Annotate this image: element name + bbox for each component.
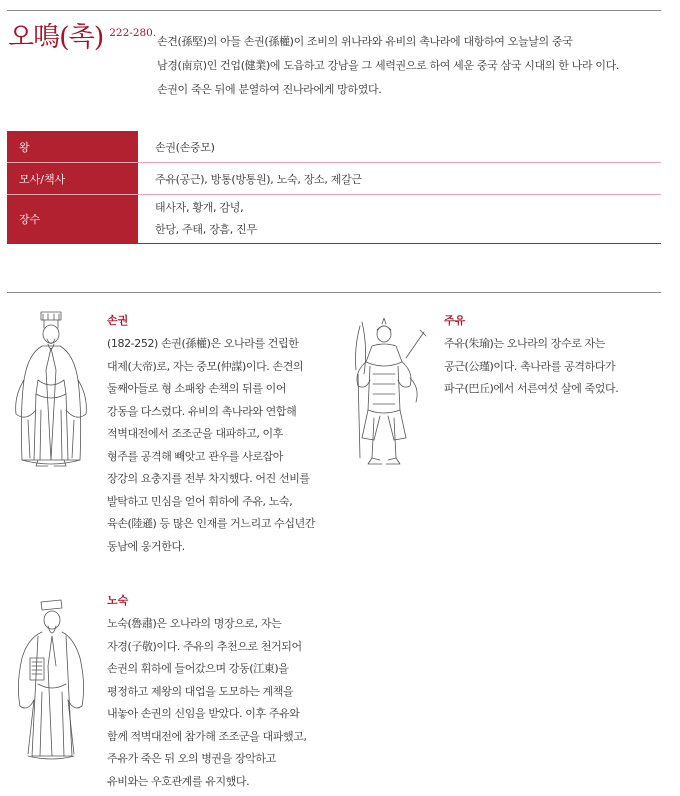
kingdom-years: 222-280.	[109, 27, 157, 39]
person-name: 주유	[444, 314, 466, 327]
kingdom-name: 오鳴(촉)	[8, 22, 104, 53]
person-description	[107, 613, 357, 793]
person-lusu	[107, 592, 357, 793]
desc-line: 적벽대전에서 조조군을 대파하고, 이후	[107, 427, 284, 440]
person-description	[107, 333, 357, 558]
top-divider	[7, 10, 661, 11]
info-label: 장수	[7, 195, 138, 243]
desc-line: 주유가 죽은 뒤 오의 병권을 장악하고	[107, 752, 276, 765]
kingdom-title	[8, 24, 156, 51]
person-zhouyu	[444, 312, 664, 401]
info-row-king	[7, 131, 661, 163]
intro-line: 남경(南京)인 건업(健業)에 도읍하고 강남을 그 세력권으로 하여 세운 중국 삼국 시대의 한 나라 이다.	[157, 59, 620, 72]
person-sunquan	[107, 312, 357, 558]
desc-line: 장강의 요충지를 전부 차지했다. 어진 선비를	[107, 472, 310, 485]
section-divider	[7, 292, 661, 293]
desc-line: 파구(巴丘)에서 서른여섯 살에 죽었다.	[444, 382, 619, 395]
info-label: 모사/책사	[7, 163, 138, 194]
desc-line: 공근(公瑾)이다. 촉나라를 공격하다가	[444, 359, 616, 373]
desc-line: 평정하고 제왕의 대업을 도모하는 계책을	[107, 684, 294, 698]
desc-line: (182-252) 손권(孫權)은 오나라를 건립한	[107, 337, 299, 350]
desc-line: 유비와는 우호관계를 유지했다.	[107, 774, 250, 788]
desc-line: 함께 적벽대전에 참가해 조조군을 대파했고,	[107, 729, 307, 743]
kingdom-intro	[157, 30, 662, 102]
desc-line: 형주를 공격해 빼앗고 관우를 사로잡아	[107, 449, 284, 463]
desc-line: 내놓아 손권의 신임을 받았다. 이후 주유와	[107, 707, 300, 720]
info-label: 왕	[7, 131, 138, 162]
desc-line: 주유(朱瑜)는 오나라의 장수로 자는	[444, 337, 605, 350]
desc-line: 강동을 다스렸다. 유비의 촉나라와 연합해	[107, 404, 297, 418]
desc-line: 둘째아들로 형 소패왕 손책의 뒤를 이어	[107, 382, 287, 395]
desc-line: 육손(陸遜) 등 많은 인재를 거느리고 수십년간	[107, 517, 316, 530]
person-name: 노숙	[107, 594, 129, 607]
kingdom-info-table	[7, 131, 661, 244]
desc-line: 동남에 웅거한다.	[107, 539, 185, 553]
person-name: 손권	[107, 314, 129, 327]
desc-line: 발탁하고 민심을 얻어 휘하에 주유, 노숙,	[107, 494, 293, 508]
desc-line: 대제(大帝)로, 자는 중모(仲謀)이다. 손견의	[107, 359, 304, 373]
sunquan-portrait	[8, 310, 94, 470]
lusu-portrait	[8, 596, 94, 762]
intro-line: 손견(孫堅)의 아들 손권(孫權)이 조비의 위나라와 유비의 촉나라에 대항하여 오늘날의 중국	[157, 35, 573, 48]
desc-line: 자경(子敬)이다. 주유의 추천으로 천거되어	[107, 639, 302, 653]
info-value-line: 태사자, 황개, 감녕,	[155, 201, 244, 214]
intro-line: 손권이 죽은 뒤에 분열하여 진나라에게 망하였다.	[157, 83, 382, 96]
desc-line: 손권의 휘하에 들어갔으며 강동(江東)을	[107, 662, 289, 675]
desc-line: 노숙(魯肅)은 오나라의 명장으로, 자는	[107, 617, 282, 630]
info-value: 손권(손중모)	[155, 140, 215, 154]
info-value	[138, 195, 661, 243]
info-row-strategists	[7, 163, 661, 195]
info-row-generals	[7, 195, 661, 244]
info-value-line: 한당, 주태, 장흠, 진무	[155, 223, 257, 236]
info-value: 주유(공근), 방통(방통원), 노숙, 장소, 제갈근	[155, 172, 362, 186]
person-description	[444, 333, 664, 401]
